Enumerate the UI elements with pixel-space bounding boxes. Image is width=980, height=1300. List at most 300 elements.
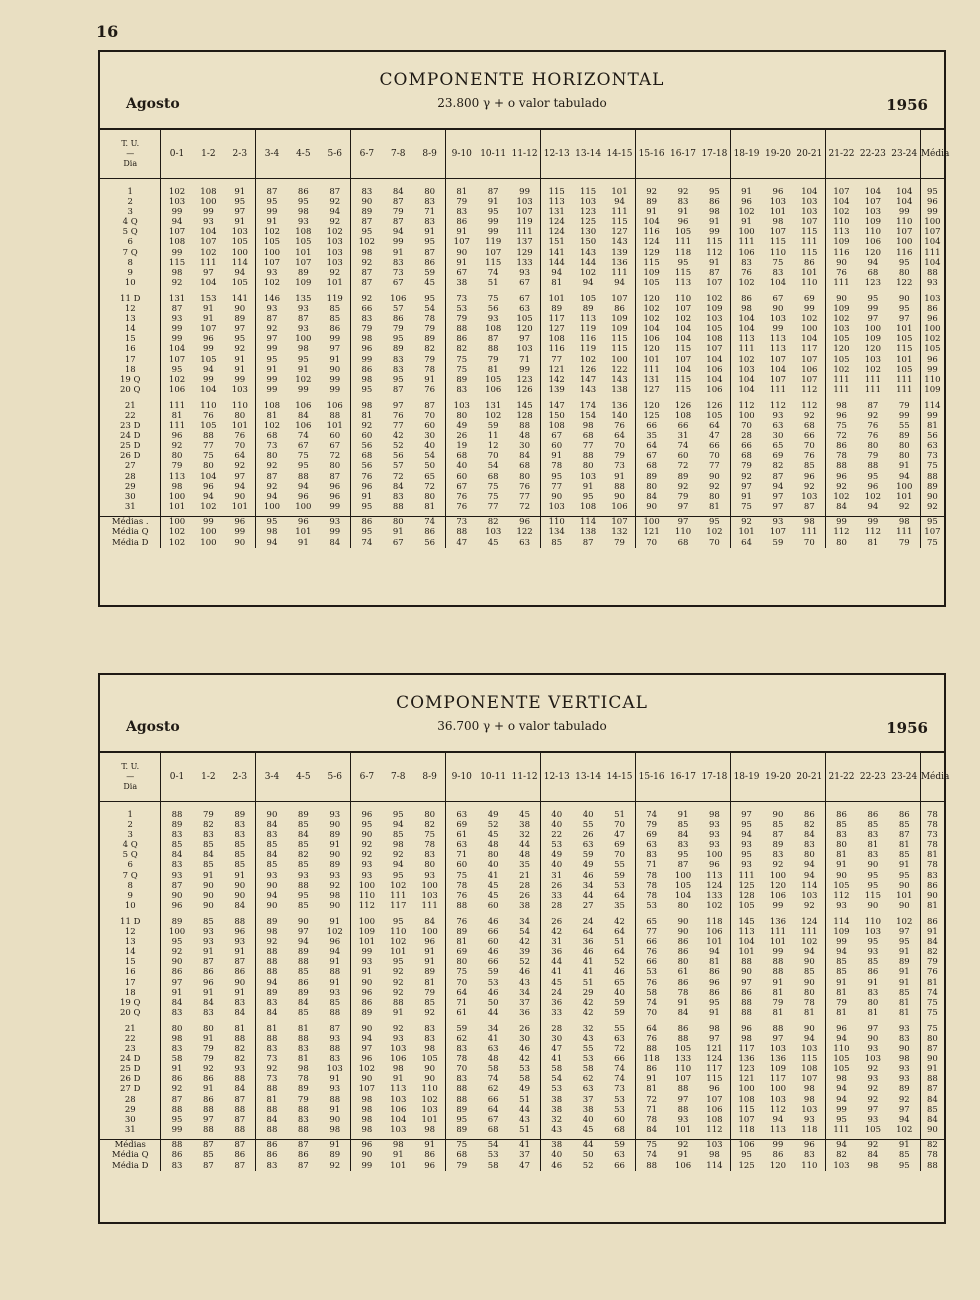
value-cell: 83	[424, 850, 436, 861]
value-cell: 80	[487, 850, 499, 861]
value-cell: 122	[516, 527, 533, 538]
value-cell: 103	[390, 1094, 407, 1105]
day-cell: 4 Q	[122, 840, 138, 851]
value-cell: 108	[256, 401, 288, 411]
value-cell: 99	[825, 1105, 857, 1115]
spacer-cell	[825, 802, 857, 811]
value-cell: 104	[674, 364, 692, 375]
value-cell: 80	[898, 267, 910, 278]
value-cell: 83	[234, 997, 246, 1008]
value-cell: 86	[424, 1150, 436, 1161]
value-cell: 67	[541, 431, 573, 441]
spacer-cell	[509, 179, 541, 188]
value-cell: 96	[351, 344, 383, 354]
value-cell: 95	[867, 870, 879, 881]
value-cell: 88	[256, 967, 288, 977]
day-cell: 25 D	[120, 441, 141, 452]
value-cell: 103	[421, 890, 438, 901]
value-cell: 97	[898, 314, 910, 325]
value-cell: 87	[297, 1139, 309, 1150]
value-cell: 75	[446, 365, 478, 375]
value-cell: 59	[582, 850, 594, 861]
value-cell: 90	[730, 967, 762, 977]
value-cell: 70	[803, 537, 815, 548]
daily-mean-cell: 90	[920, 891, 944, 901]
value-cell: 91	[203, 304, 214, 315]
spacer-cell	[541, 802, 573, 811]
value-cell: 109	[611, 314, 628, 325]
value-cell: 97	[234, 324, 246, 335]
value-cell: 94	[709, 947, 720, 958]
value-cell: 93	[234, 1064, 246, 1075]
value-cell: 55	[614, 1023, 625, 1034]
value-cell: 66	[677, 421, 689, 432]
value-cell: 46	[519, 1044, 530, 1055]
value-cell: 97	[772, 1033, 784, 1044]
value-cell: 52	[614, 957, 625, 968]
hour-column-header: 16-17	[667, 753, 699, 802]
value-cell: 78	[446, 1054, 478, 1064]
value-cell: 96	[203, 977, 214, 988]
value-cell: 98	[161, 1034, 193, 1044]
value-cell: 68	[730, 451, 762, 461]
value-cell: 66	[709, 441, 720, 452]
value-cell: 124	[541, 217, 573, 227]
value-cell: 86	[234, 1150, 246, 1161]
value-cell: 106	[485, 384, 502, 395]
value-cell: 86	[446, 334, 478, 344]
value-cell: 83	[772, 850, 784, 861]
value-cell: 103	[769, 314, 787, 325]
value-cell: 102	[636, 304, 668, 314]
value-cell: 88	[446, 324, 478, 334]
value-cell: 92	[867, 1139, 879, 1150]
day-cell: 16	[124, 344, 136, 355]
value-cell: 106	[769, 890, 787, 901]
value-cell: 93	[256, 304, 288, 314]
value-cell: 60	[446, 860, 478, 870]
table-row	[100, 1074, 944, 1084]
value-cell: 92	[329, 1160, 341, 1171]
value-cell: 116	[541, 344, 573, 354]
value-cell: 87	[867, 400, 879, 411]
value-cell: 121	[730, 1074, 762, 1084]
value-cell: 92	[351, 294, 383, 304]
value-cell: 76	[424, 384, 436, 395]
table-row	[100, 1044, 944, 1054]
value-cell: 105	[485, 374, 502, 385]
value-cell: 123	[730, 1064, 762, 1074]
value-cell: 115	[541, 187, 573, 197]
value-cell: 117	[541, 314, 573, 324]
value-cell: 93	[487, 314, 499, 325]
value-cell: 88	[867, 461, 879, 472]
value-cell: 88	[234, 1124, 246, 1135]
value-cell: 90	[234, 890, 246, 901]
value-cell: 85	[803, 461, 815, 472]
value-cell: 111	[864, 384, 881, 395]
value-cell: 100	[801, 324, 818, 335]
value-cell: 115	[611, 217, 628, 228]
table-row	[100, 860, 944, 870]
value-cell: 76	[392, 410, 404, 421]
value-cell: 75	[825, 421, 857, 431]
value-cell: 48	[487, 1054, 499, 1065]
value-cell: 56	[424, 537, 436, 548]
value-cell: 122	[611, 364, 628, 375]
value-cell: 103	[825, 324, 857, 334]
value-cell: 105	[706, 324, 723, 335]
value-cell: 99	[203, 344, 214, 355]
value-cell: 84	[636, 492, 668, 502]
daily-mean-cell: 81	[920, 901, 944, 911]
day-cell: 31	[124, 1124, 136, 1135]
value-cell: 90	[614, 491, 625, 502]
value-cell: 107	[485, 247, 502, 258]
value-cell: 90	[329, 820, 341, 831]
value-cell: 109	[864, 334, 881, 345]
value-cell: 46	[541, 1161, 573, 1172]
value-cell: 97	[730, 810, 762, 820]
value-cell: 100	[864, 324, 881, 335]
table-row	[100, 472, 944, 482]
vertical-title: COMPONENTE VERTICAL	[396, 693, 648, 713]
value-cell: 116	[896, 247, 913, 258]
value-cell: 88	[446, 1095, 478, 1105]
spacer-cell	[509, 802, 541, 811]
value-cell: 83	[898, 1033, 910, 1044]
value-cell: 68	[487, 471, 499, 482]
value-cell: 92	[772, 860, 784, 871]
value-cell: 47	[614, 830, 625, 841]
value-cell: 52	[392, 441, 404, 452]
value-cell: 102	[706, 527, 723, 538]
value-cell: 102	[730, 278, 762, 288]
value-cell: 94	[234, 481, 246, 492]
value-cell: 103	[864, 927, 881, 938]
value-cell: 113	[825, 227, 857, 237]
value-cell: 93	[329, 516, 341, 527]
value-cell: 91	[867, 977, 879, 988]
value-cell: 53	[614, 1094, 625, 1105]
value-cell: 84	[297, 997, 309, 1008]
value-cell: 40	[541, 1150, 573, 1161]
hour-column-header: 12-13	[541, 753, 573, 802]
value-cell: 111	[769, 384, 787, 395]
value-cell: 45	[487, 880, 499, 891]
value-cell: 105	[674, 880, 692, 891]
table-row	[100, 502, 944, 512]
value-cell: 34	[582, 880, 594, 891]
value-cell: 79	[203, 810, 214, 820]
value-cell: 80	[677, 957, 689, 968]
value-cell: 78	[424, 840, 436, 851]
value-cell: 65	[424, 471, 436, 482]
hour-column-header: 6-7	[351, 130, 383, 179]
value-cell: 85	[256, 840, 288, 850]
value-cell: 98	[730, 304, 762, 314]
value-cell: 96	[351, 482, 383, 492]
value-cell: 87	[234, 1139, 246, 1150]
value-cell: 121	[541, 365, 573, 375]
tu-dash: —	[126, 772, 135, 781]
value-cell: 76	[446, 917, 478, 927]
value-cell: 27	[582, 900, 594, 911]
value-cell: 84	[392, 187, 404, 197]
value-cell: 65	[772, 441, 784, 452]
value-cell: 59	[487, 967, 499, 978]
value-cell: 72	[677, 461, 689, 472]
value-cell: 81	[297, 1023, 309, 1034]
value-cell: 41	[541, 967, 573, 977]
value-cell: 87	[329, 471, 341, 482]
value-cell: 103	[864, 354, 881, 365]
value-cell: 111	[801, 927, 818, 938]
value-cell: 85	[898, 850, 910, 861]
hour-column-header: 22-23	[857, 130, 889, 179]
value-cell: 51	[614, 810, 625, 820]
value-cell: 26	[541, 881, 573, 891]
vertical-component-panel	[98, 673, 950, 1224]
daily-mean-cell: 93	[920, 278, 944, 288]
value-cell: 91	[392, 1007, 404, 1018]
value-cell: 95	[392, 334, 404, 345]
day-cell: 13	[124, 937, 136, 948]
value-cell: 83	[803, 1150, 815, 1161]
value-cell: 57	[392, 304, 404, 315]
value-cell: 74	[636, 1150, 668, 1161]
value-cell: 81	[825, 988, 857, 998]
table-row	[100, 344, 944, 354]
spacer-cell	[446, 802, 478, 811]
value-cell: 94	[803, 1033, 815, 1044]
value-cell: 92	[329, 880, 341, 891]
value-cell: 83	[867, 987, 879, 998]
value-cell: 81	[446, 187, 478, 197]
spacer-cell	[920, 802, 944, 811]
value-cell: 89	[772, 840, 784, 851]
value-cell: 126	[674, 400, 692, 411]
value-cell: 106	[390, 1054, 407, 1065]
value-cell: 130	[579, 227, 597, 238]
value-cell: 83	[256, 830, 288, 840]
spacer-cell	[762, 802, 794, 811]
value-cell: 90	[351, 830, 383, 840]
value-cell: 88	[161, 1105, 193, 1115]
value-cell: 79	[424, 354, 436, 365]
value-cell: 93	[297, 324, 309, 335]
value-cell: 83	[772, 267, 784, 278]
value-cell: 88	[392, 501, 404, 512]
value-cell: 88	[772, 957, 784, 968]
value-cell: 136	[730, 1054, 762, 1064]
value-cell: 59	[772, 537, 784, 548]
value-cell: 95	[898, 937, 910, 948]
value-cell: 78	[636, 1115, 668, 1125]
value-cell: 89	[256, 917, 288, 927]
table-row	[100, 891, 944, 901]
table-row	[100, 334, 944, 344]
value-cell: 112	[825, 527, 857, 538]
value-cell: 98	[898, 1054, 910, 1065]
value-cell: 85	[803, 967, 815, 978]
value-cell: 105	[200, 421, 217, 432]
value-cell: 103	[864, 207, 881, 218]
value-cell: 132	[611, 527, 628, 538]
value-cell: 91	[614, 471, 625, 482]
value-cell: 93	[730, 840, 762, 850]
value-cell: 105	[200, 354, 217, 365]
value-cell: 88	[203, 431, 214, 442]
value-cell: 117	[801, 344, 818, 355]
value-cell: 86	[867, 810, 879, 820]
value-cell: 49	[582, 860, 594, 871]
value-cell: 95	[351, 502, 383, 512]
value-cell: 80	[161, 451, 193, 461]
value-cell: 28	[519, 880, 530, 891]
value-cell: 105	[579, 293, 597, 304]
value-cell: 103	[231, 227, 248, 238]
day-cell: 10	[124, 277, 136, 288]
value-cell: 104	[674, 324, 692, 335]
value-cell: 90	[424, 1064, 436, 1075]
value-cell: 136	[611, 257, 628, 268]
value-cell: 90	[867, 1033, 879, 1044]
value-cell: 91	[203, 947, 214, 958]
value-cell: 100	[200, 197, 217, 208]
daily-mean-cell: 78	[920, 860, 944, 870]
value-cell: 138	[579, 527, 597, 538]
value-cell: 42	[582, 997, 594, 1008]
value-cell: 65	[614, 977, 625, 988]
value-cell: 98	[867, 1160, 879, 1171]
value-cell: 38	[519, 820, 530, 831]
value-cell: 95	[825, 1115, 857, 1125]
value-cell: 107	[769, 227, 787, 238]
value-cell: 94	[256, 891, 288, 901]
value-cell: 91	[424, 1139, 436, 1150]
value-cell: 103	[579, 197, 597, 208]
spacer-cell	[224, 179, 256, 188]
value-cell: 88	[730, 998, 762, 1008]
value-cell: 98	[803, 1094, 815, 1105]
value-cell: 93	[898, 1064, 910, 1075]
hour-column-header: 7-8	[382, 753, 414, 802]
value-cell: 90	[329, 850, 341, 861]
value-cell: 88	[329, 410, 341, 421]
value-cell: 105	[825, 1064, 857, 1074]
value-cell: 105	[730, 901, 762, 911]
value-cell: 94	[772, 481, 784, 492]
value-cell: 85	[898, 820, 910, 831]
value-cell: 38	[541, 1105, 573, 1115]
value-cell: 45	[487, 537, 499, 548]
value-cell: 29	[582, 987, 594, 998]
value-cell: 118	[674, 247, 692, 258]
value-cell: 41	[519, 1139, 530, 1150]
value-cell: 63	[582, 840, 594, 851]
value-cell: 104	[730, 314, 762, 324]
value-cell: 79	[424, 987, 436, 998]
value-cell: 120	[636, 344, 668, 354]
value-cell: 72	[636, 1095, 668, 1105]
value-cell: 102	[825, 365, 857, 375]
value-cell: 58	[519, 1074, 530, 1085]
value-cell: 103	[801, 207, 818, 218]
daily-mean-cell: 89	[920, 482, 944, 492]
value-cell: 76	[730, 268, 762, 278]
value-cell: 83	[234, 830, 246, 841]
value-cell: 91	[582, 481, 594, 492]
value-cell: 73	[256, 1054, 288, 1064]
value-cell: 31	[677, 431, 689, 442]
value-cell: 87	[392, 384, 404, 395]
value-cell: 103	[516, 344, 533, 355]
value-cell: 87	[677, 860, 689, 871]
value-cell: 88	[234, 916, 246, 927]
value-cell: 44	[519, 840, 530, 851]
value-cell: 88	[582, 451, 594, 462]
value-cell: 99	[519, 187, 530, 197]
value-cell: 97	[677, 501, 689, 512]
value-cell: 111	[896, 527, 913, 538]
value-cell: 64	[582, 927, 594, 938]
value-cell: 90	[256, 881, 288, 891]
table-row	[100, 1034, 944, 1044]
value-cell: 101	[231, 501, 248, 512]
value-cell: 86	[329, 324, 341, 335]
value-cell: 83	[297, 1044, 309, 1055]
value-cell: 83	[329, 1054, 341, 1065]
value-cell: 96	[730, 197, 762, 207]
media-label: Média	[920, 771, 950, 782]
value-cell: 91	[772, 977, 784, 988]
value-cell: 111	[864, 374, 881, 385]
value-cell: 119	[579, 324, 597, 335]
value-cell: 119	[516, 217, 533, 228]
value-cell: 100	[730, 227, 762, 237]
value-cell: 77	[541, 355, 573, 365]
day-cell: 10	[124, 900, 136, 911]
value-cell: 73	[256, 441, 288, 451]
hour-column-header: 0-1	[161, 130, 193, 179]
value-cell: 120	[769, 1160, 787, 1171]
value-cell: 91	[297, 537, 309, 548]
value-cell: 90	[351, 978, 383, 988]
value-cell: 89	[351, 1008, 383, 1018]
value-cell: 84	[636, 1125, 668, 1135]
value-cell: 80	[446, 957, 478, 967]
daily-mean-cell: 86	[920, 917, 944, 927]
value-cell: 12	[487, 441, 499, 452]
value-cell: 68	[677, 537, 689, 548]
value-cell: 40	[541, 860, 573, 870]
value-cell: 88	[256, 957, 288, 967]
value-cell: 100	[636, 516, 668, 527]
value-cell: 79	[297, 1094, 309, 1105]
horizontal-table	[100, 130, 950, 548]
value-cell: 91	[446, 258, 478, 268]
value-cell: 80	[424, 860, 436, 871]
value-cell: 70	[446, 978, 478, 988]
value-cell: 60	[329, 431, 341, 442]
spacer-cell	[794, 802, 826, 811]
value-cell: 105	[256, 237, 288, 247]
value-cell: 95	[234, 197, 246, 208]
value-cell: 101	[769, 937, 787, 948]
value-cell: 94	[582, 277, 594, 288]
value-cell: 84	[803, 830, 815, 841]
